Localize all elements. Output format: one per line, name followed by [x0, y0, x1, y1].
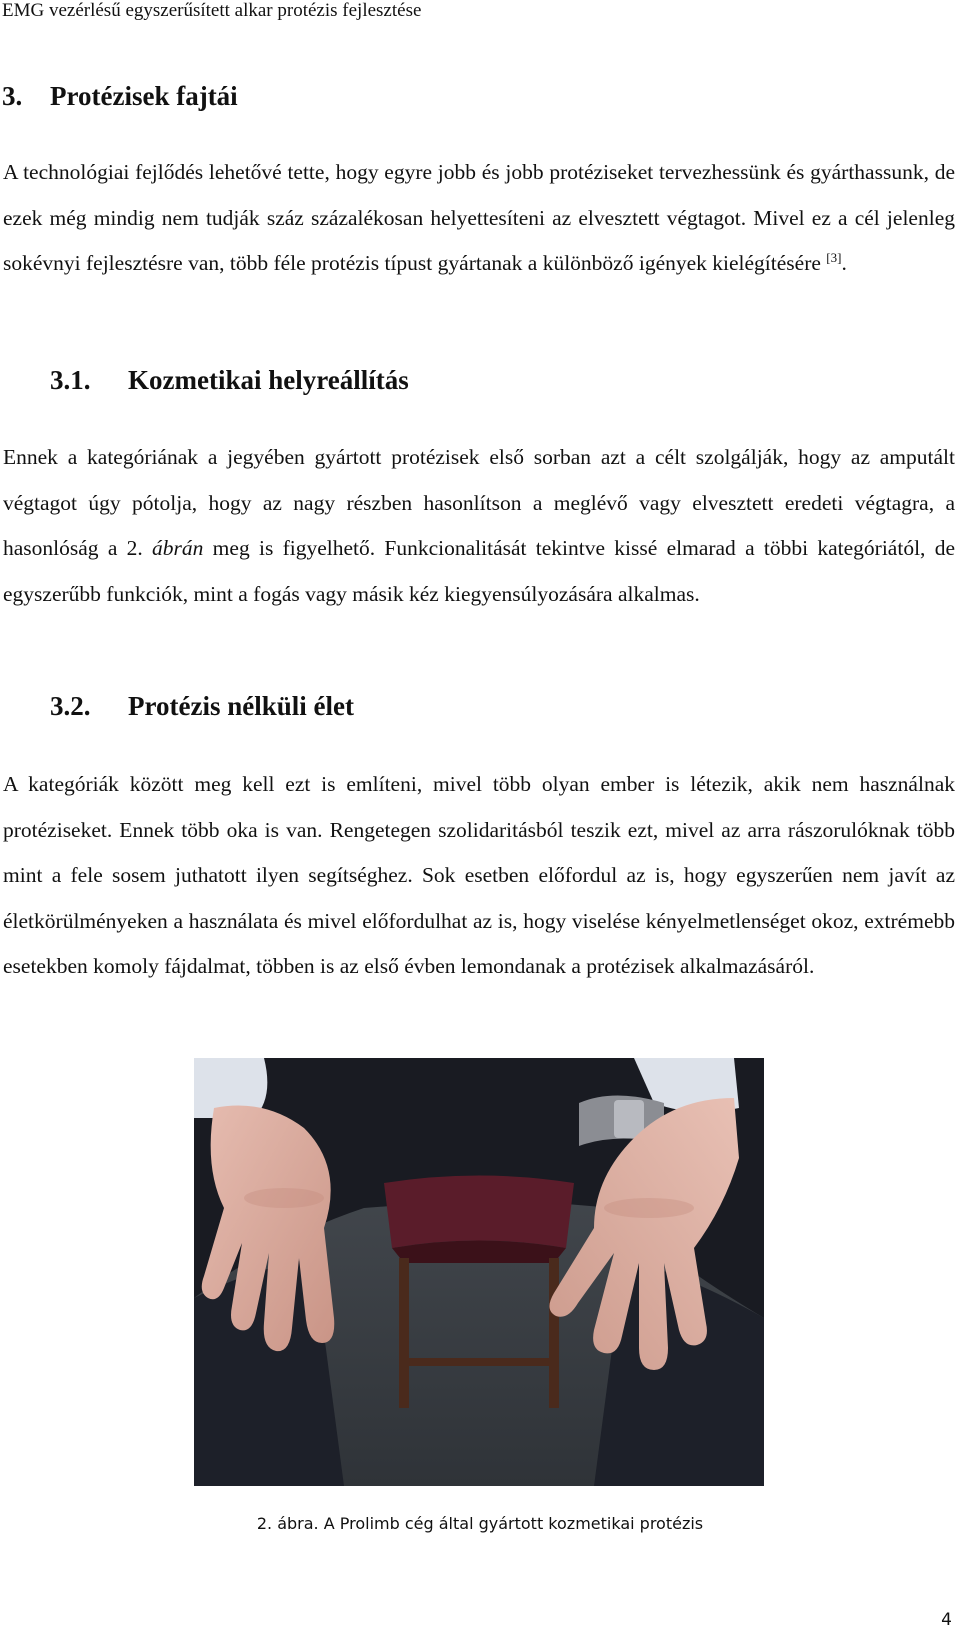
section-title: Protézis nélküli élet [128, 691, 354, 721]
section-number: 3. [2, 81, 23, 111]
section-title: Protézisek fajtái [50, 81, 238, 111]
section-3-1-heading [50, 362, 409, 398]
paragraph-end: . [841, 251, 847, 275]
section-3-1-paragraph [3, 435, 955, 617]
section-title: Kozmetikai helyreállítás [128, 365, 409, 395]
page-number: 4 [941, 1610, 952, 1630]
section-number: 3.1. [50, 365, 91, 395]
figure-caption: 2. ábra. A Prolimb cég által gyártott kozmetikai protézis [256, 1514, 704, 1533]
paragraph-text: Ennek a kategóriának a jegyében gyártott protézisek első sorban azt a célt szolgálják, hogy az amputált végtagot úgy pótolja, hogy az nagy részben hasonlítson a meglévő vagy elvesztett eredeti végtagra, a hasonlóság a 2. [3, 445, 955, 560]
paragraph-text-continued: meg is figyelhető. Funkcionalitását tekintve kissé elmarad a többi kategóriától, de egyszerűbb funkciók, mint a fogás vagy másik kéz kiegyensúlyozására alkalmas. [3, 536, 955, 606]
section-3-2-paragraph: A kategóriák között meg kell ezt is említeni, mivel több olyan ember is létezik, akik nem használnak protéziseket. Ennek több oka is van. Rengetegen szolidaritásból teszik ezt, mivel az arra rászorulóknak több mint a fele sosem juthatott ilyen segítséghez. Sok esetben előfordul az is, hogy egyszerűen nem javít az életkörülményeken a használata és mivel előfordulhat az is, hogy viselése kényelmetlenséget okoz, extrémebb esetekben komoly fájdalmat, többen is az első évben lemondanak a protézisek alkalmazásáról. [3, 772, 955, 978]
figure-reference: ábrán [152, 536, 204, 560]
section-3-2-heading [50, 688, 354, 724]
section-3-heading [2, 78, 238, 114]
section-3-paragraph [3, 150, 955, 287]
prosthesis-photo [194, 1058, 764, 1486]
running-header: EMG vezérlésű egyszerűsített alkar protézis fejlesztése [2, 0, 422, 21]
section-number: 3.2. [50, 691, 91, 721]
citation: [3] [826, 250, 842, 265]
prosthesis-photo-illustration [194, 1058, 764, 1486]
paragraph-text: A technológiai fejlődés lehetővé tette, hogy egyre jobb és jobb protéziseket tervezhessünk és gyárthassunk, de ezek még mindig nem tudják száz százalékosan helyettesíteni az elvesztett végtagot. Mivel ez a cél jelenleg sokévnyi fejlesztésre van, több féle protézis típust gyártanak a különböző igények kielégítésére [3, 160, 955, 275]
